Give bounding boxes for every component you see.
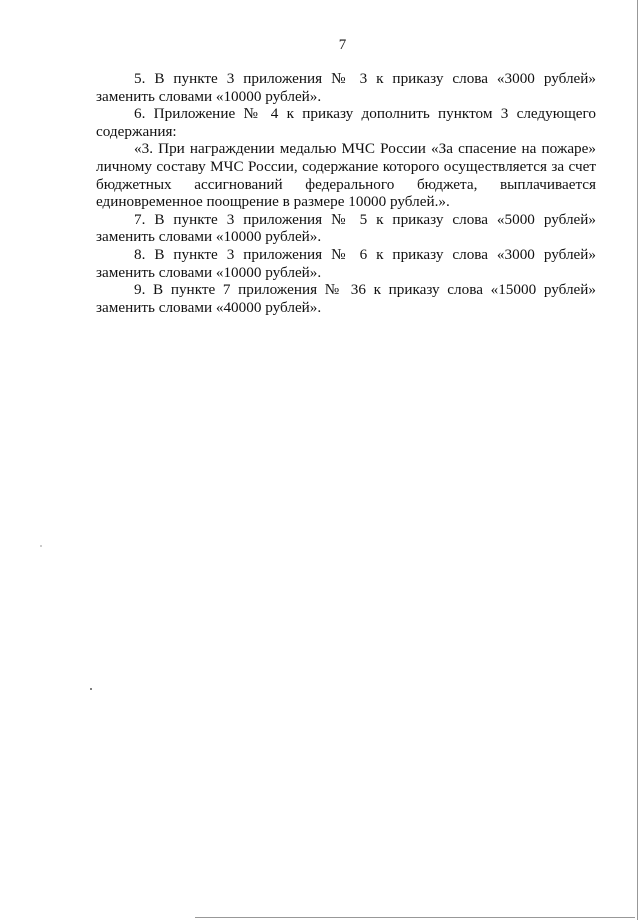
scan-edge-right — [637, 0, 638, 920]
scan-speck — [90, 688, 92, 690]
paragraph-item-9: 9. В пункте 7 приложения № 36 к приказу слова «15000 рублей» заменить словами «40000 рублей». — [96, 281, 596, 316]
scan-speck — [40, 545, 42, 547]
paragraph-item-5: 5. В пункте 3 приложения № 3 к приказу слова «3000 рублей» заменить словами «10000 рублей». — [96, 70, 596, 105]
document-body — [96, 70, 596, 316]
paragraph-item-6: 6. Приложение № 4 к приказу дополнить пунктом 3 следующего содержания: — [96, 105, 596, 140]
paragraph-item-8: 8. В пункте 3 приложения № 6 к приказу слова «3000 рублей» заменить словами «10000 рублей». — [96, 245, 596, 281]
paragraph-item-7: 7. В пункте 3 приложения № 5 к приказу слова «5000 рублей» заменить словами «10000 рублей». — [96, 210, 596, 246]
page-number: 7 — [338, 37, 347, 53]
scan-edge-bottom — [195, 917, 635, 918]
paragraph-quoted-item-3: «3. При награждении медалью МЧС России «За спасение на пожаре» личному составу МЧС России, содержание которого осуществляется за счет бюджетных ассигнований федерального бюджета, выплачивается единовременное поощрение в размере 10000 рублей.». — [96, 140, 596, 211]
